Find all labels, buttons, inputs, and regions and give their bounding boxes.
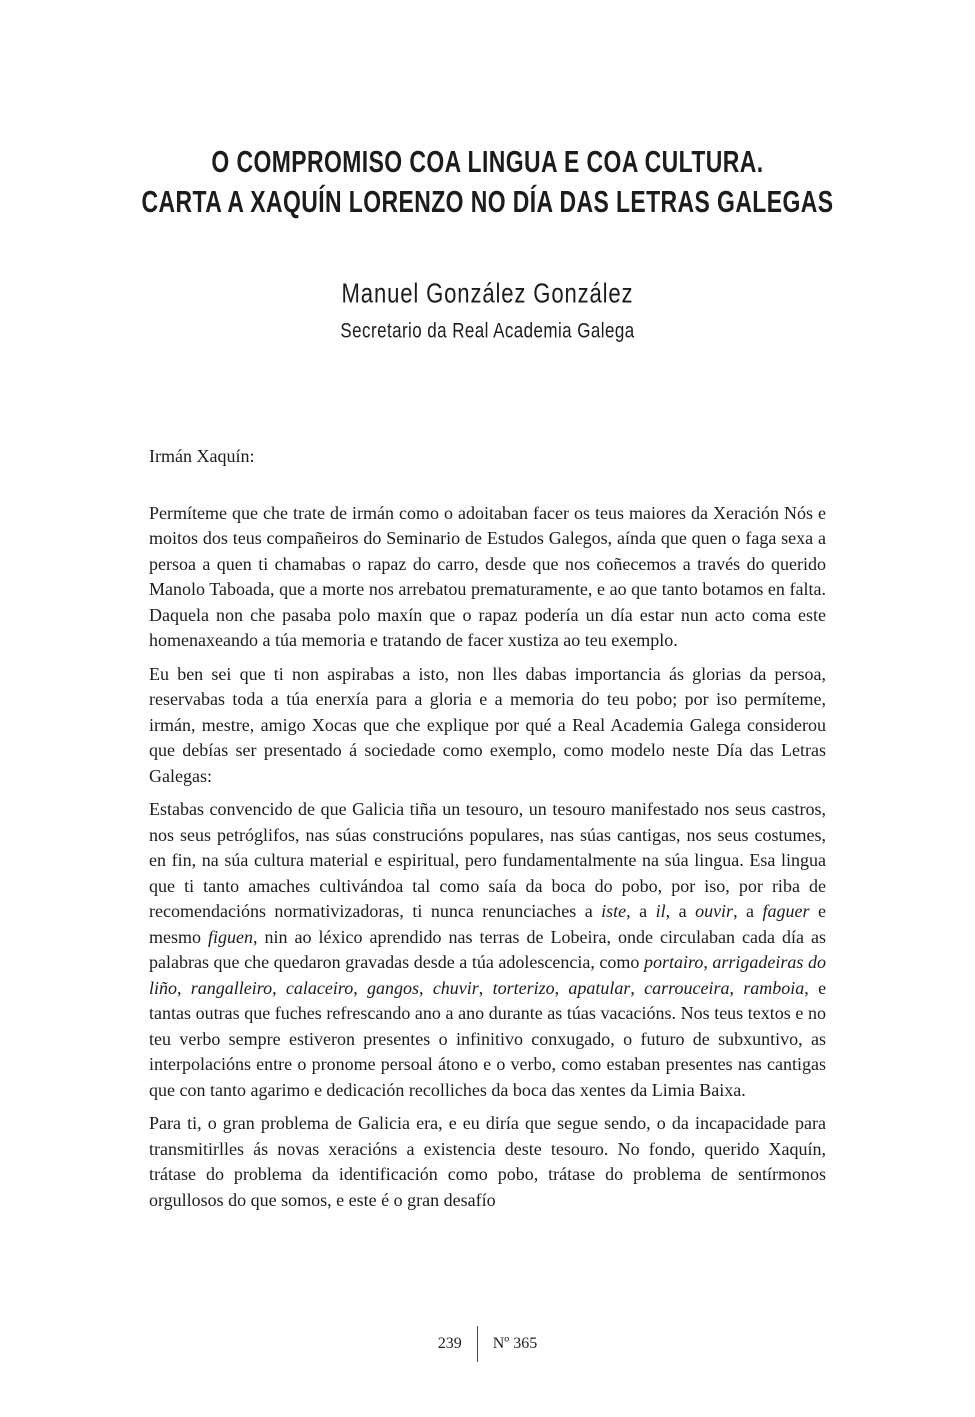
article-title-line1: O COMPROMISO COA LINGUA E COA CULTURA. <box>211 144 764 179</box>
page-number: 239 <box>437 1335 462 1352</box>
title-block <box>0 142 975 343</box>
article-body <box>149 444 826 1221</box>
article-title <box>0 142 975 222</box>
article-title-line2: CARTA A XAQUÍN LORENZO NO DÍA DAS LETRAS GALEGAS <box>141 184 834 219</box>
issue-number: Nº 365 <box>492 1335 538 1352</box>
author-role: Secretario da Real Academia Galega <box>340 319 635 343</box>
paragraph: Permíteme que che trate de irmán como o adoitaban facer os teus maiores da Xeración Nós e moitos dos teus compañeiros do Seminario de Estudos Galegos, aínda que quen o faga sexa a persoa a quen ti chamabas o rapaz do carro, desde que nos coñecemos a través do querido Manolo Taboada, que a morte nos arrebatou prematuramente, e ao que tanto botamos en falta. Daquela non che pasaba polo maxín que o rapaz podería un día estar nun acto coma este homenaxeando a túa memoria e tratando de facer xustiza ao teu exemplo. <box>149 502 826 650</box>
author-name: Manuel González González <box>341 276 634 310</box>
paragraph: Estabas convencido de que Galicia tiña un tesouro, un tesouro manifestado nos seus castros, nos seus petróglifos, nas súas construcións populares, nas súas cantigas, nos seus costumes, en fin, na súa cultura material e espiritual, pero fundamentalmente na súa lingua. Esa lingua que ti tanto amaches cultivándoa tal como saía da boca do pobo, por iso, por riba de recomendacións normativizadoras, ti nunca renunciaches a iste, a il, a ouvir, a faguer e mesmo figuen, nin ao léxico aprendido nas terras de Lobeira, onde circulaban cada día as palabras que che quedaron gravadas desde a túa adolescencia, como portairo, arrigadeiras do liño, rangalleiro, calaceiro, gangos, chuvir, torterizo, apatular, carrouceira, ramboia, e tantas outras que fuches refrescando ano a ano durante as túas vacacións. Nos teus textos e no teu verbo sempre estiveron presentes o infinitivo conxugado, o futuro de subxuntivo, as interpolacións entre o pronome persoal átono e o verbo, como estaban presentes nas cantigas que con tanto agarimo e dedicación recolliches da boca das xentes da Limia Baixa. <box>149 799 827 1100</box>
salutation: Irmán Xaquín: <box>149 446 255 466</box>
paragraph: Para ti, o gran problema de Galicia era, e eu diría que segue sendo, o da incapacidade para transmitirlles ás novas xeracións a existencia deste tesouro. No fondo, querido Xaquín, trátase do problema da identificación como pobo, trátase do problema de sentírmonos orgullosos do que somos, e este é o gran desafío <box>149 1113 826 1210</box>
paragraph: Eu ben sei que ti non aspirabas a isto, non lles dabas importancia ás glorias da persoa, reservabas toda a túa enerxía para a gloria e a memoria do teu pobo; por iso permíteme, irmán, mestre, amigo Xocas que che explique por qué a Real Academia Galega considerou que debías ser presentado á sociedade como exemplo, como modelo neste Día das Letras Galegas: <box>149 663 826 786</box>
footer-divider <box>477 1326 478 1362</box>
page-footer <box>0 1326 975 1362</box>
paragraphs-container <box>149 501 826 1214</box>
